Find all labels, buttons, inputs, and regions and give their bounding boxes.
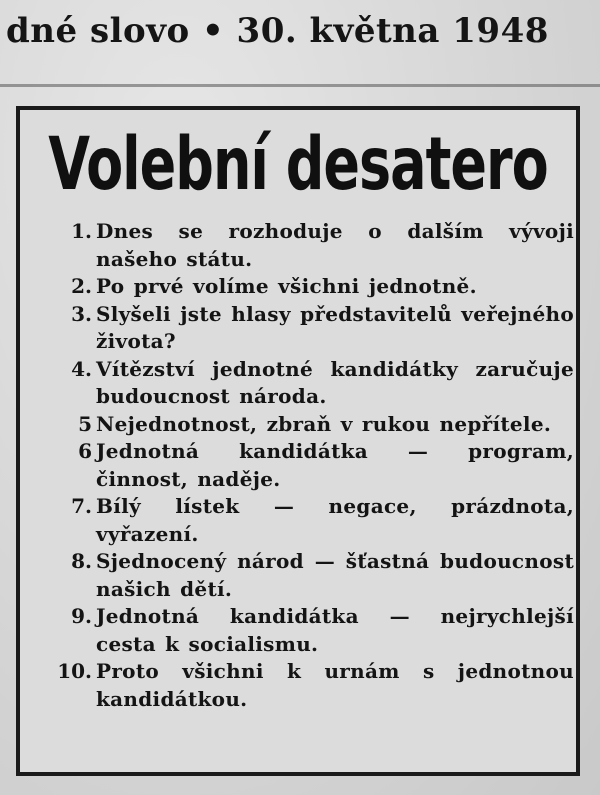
list-item — [56, 493, 574, 548]
list-item — [56, 301, 574, 356]
item-text: Slyšeli jste hlasy představitelů veřejného života? — [96, 301, 574, 353]
item-number: 3. — [71, 301, 92, 326]
item-text: Vítězství jednotné kandidátky zaručuje budoucnost národa. — [96, 356, 574, 408]
article-title: Volební desatero — [48, 121, 548, 207]
header-divider — [0, 84, 600, 87]
commandments-list — [56, 218, 574, 713]
list-item — [56, 273, 574, 301]
item-number: 7. — [71, 494, 92, 518]
item-number: 9. — [71, 604, 92, 628]
item-text: Nejednotnost, zbraň v rukou nepřítele. — [96, 411, 552, 436]
list-item — [56, 411, 574, 439]
newspaper-header: dné slovo • 30. května 1948 — [6, 11, 549, 51]
item-number: 10. — [57, 659, 92, 683]
item-text: Proto všichni k urnám s jednotnou kandidátkou. — [96, 659, 574, 711]
article-box — [16, 106, 580, 776]
item-text: Bílý lístek — negace, prázdnota, vyřazení. — [96, 494, 574, 546]
list-item — [56, 603, 574, 658]
item-text: Dnes se rozhoduje o dalším vývoji našeho státu. — [96, 219, 574, 271]
item-number: 5 — [78, 411, 92, 436]
list-item — [56, 356, 574, 411]
item-text: Jednotná kandidátka — nejrychlejší cesta k socialismu. — [96, 604, 574, 656]
item-number: 8. — [71, 549, 92, 573]
item-number: 1. — [71, 219, 92, 243]
list-item — [56, 548, 574, 603]
item-text: Jednotná kandidátka — program, činnost, naděje. — [96, 439, 574, 491]
item-text: Sjednocený národ — šťastná budoucnost našich dětí. — [96, 549, 574, 601]
list-item — [56, 218, 574, 273]
item-text: Po prvé volíme všichni jednotně. — [96, 274, 477, 298]
item-number: 4. — [71, 356, 92, 381]
list-item — [56, 658, 574, 713]
item-number: 6 — [78, 439, 92, 463]
list-item — [56, 438, 574, 493]
item-number: 2. — [71, 274, 92, 298]
